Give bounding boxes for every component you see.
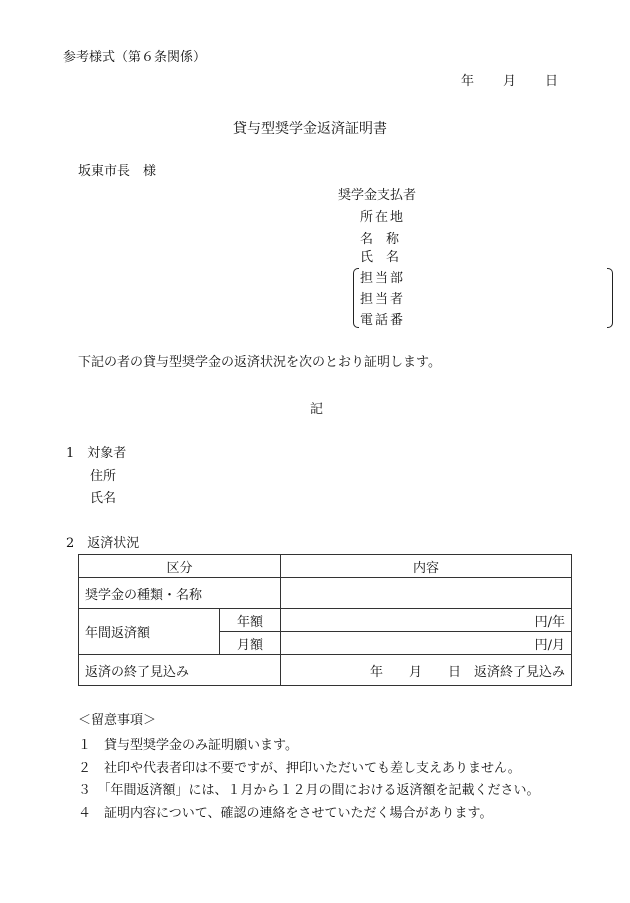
yearly-unit: 円/年 [281, 609, 572, 632]
table-row [79, 609, 572, 632]
ki-heading: 記 [310, 402, 324, 417]
document-title: 貸与型奨学金返済証明書 [233, 121, 387, 137]
date-line: 年 月 日 [461, 74, 560, 89]
section2-heading: 2 返済状況 [66, 536, 140, 551]
contact-bracket-left [353, 268, 359, 328]
notes-heading: ＜留意事項＞ [78, 713, 157, 728]
payer-staff-label: 担当者 [360, 292, 406, 307]
header-category: 区分 [79, 555, 281, 578]
intro-text: 下記の者の貸与型奨学金の返済状況を次のとおり証明します。 [78, 355, 441, 370]
row-annual-label: 年間返済額 [79, 609, 220, 655]
section1-heading: 1 対象者 [66, 446, 127, 461]
payer-heading: 奨学金支払者 [338, 188, 417, 203]
payer-dept-label: 担当部 [360, 271, 406, 286]
contact-bracket-right [607, 268, 613, 328]
row-end-label: 返済の終了見込み [79, 655, 281, 686]
table-row [79, 578, 572, 609]
payer-phone-label: 電話番 [360, 313, 406, 328]
payer-address-label: 所在地 [360, 210, 406, 225]
target-name-label: 氏名 [90, 491, 117, 506]
table-header-row [79, 555, 572, 578]
header-content: 内容 [281, 555, 572, 578]
note-item: １ 貸与型奨学金のみ証明願います。 [78, 738, 298, 753]
payer-name-label: 名 称 [360, 232, 400, 247]
sub-yearly-label: 年額 [220, 609, 281, 632]
note-item: ３ 「年間返済額」には、１月から１２月の間における返済額を記載ください。 [78, 783, 540, 798]
sub-monthly-label: 月額 [220, 632, 281, 655]
addressee: 坂東市長 様 [78, 164, 157, 179]
target-address-label: 住所 [90, 469, 117, 484]
table-row [79, 655, 572, 686]
monthly-unit: 円/月 [281, 632, 572, 655]
repayment-status-table [78, 554, 572, 686]
note-item: ４ 証明内容について、確認の連絡をさせていただく場合があります。 [78, 806, 493, 821]
row-scholarship-value [281, 578, 572, 609]
row-scholarship-label: 奨学金の種類・名称 [79, 578, 281, 609]
payer-person-label: 氏 名 [360, 250, 400, 265]
row-end-value: 年 月 日 返済終了見込み [281, 655, 572, 686]
note-item: ２ 社印や代表者印は不要ですが、押印いただいても差し支えありません。 [78, 761, 521, 776]
form-reference: 参考様式（第６条関係） [63, 50, 207, 65]
